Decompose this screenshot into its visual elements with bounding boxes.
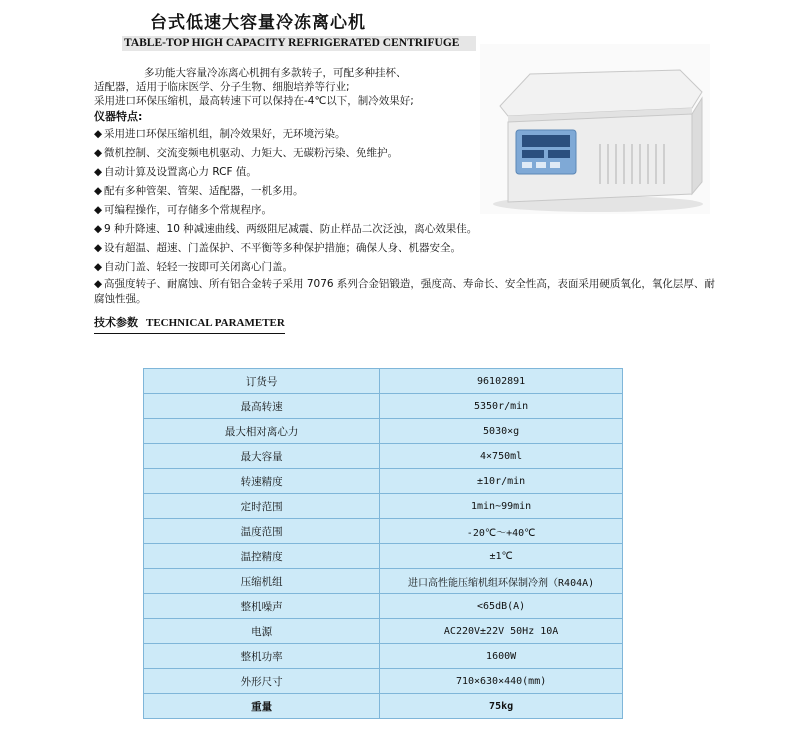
spec-label: 整机功率 — [144, 644, 380, 669]
spec-label: 最高转速 — [144, 394, 380, 419]
spec-label: 温控精度 — [144, 544, 380, 569]
table-row — [144, 394, 623, 419]
spec-label: 电源 — [144, 619, 380, 644]
spec-value: AC220V±22V 50Hz 10A — [380, 619, 623, 644]
spec-value: 1600W — [380, 644, 623, 669]
spec-label: 转速精度 — [144, 469, 380, 494]
spec-value: 5030×g — [380, 419, 623, 444]
bullet-icon: ◆ — [94, 278, 103, 290]
feature-item: ◆ 自动门盖、轻轻一按即可关闭离心门盖。 — [94, 258, 734, 277]
bullet-icon: ◆ — [94, 223, 103, 235]
spec-label: 外形尺寸 — [144, 669, 380, 694]
spec-label: 压缩机组 — [144, 569, 380, 594]
feature-item: ◆ 微机控制、交流变频电机驱动、力矩大、无碳粉污染、免维护。 — [94, 144, 734, 163]
feature-item: ◆ 配有多种管架、管架、适配器，一机多用。 — [94, 182, 734, 201]
table-row — [144, 494, 623, 519]
spec-label: 整机噪声 — [144, 594, 380, 619]
feature-item: ◆ 高强度转子、耐腐蚀、所有铝合金转子采用 7076 系列合金铝锻造，强度高、寿命长、安全性高，表面采用硬质氧化，氧化层厚、耐腐蚀性强。 — [94, 278, 715, 305]
table-row — [144, 519, 623, 544]
spec-label: 最大相对离心力 — [144, 419, 380, 444]
spec-value: 进口高性能压缩机组环保制冷剂（R404A) — [380, 569, 623, 594]
bullet-icon: ◆ — [94, 185, 103, 197]
table-row — [144, 669, 623, 694]
table-row — [144, 444, 623, 469]
bullet-icon: ◆ — [94, 242, 103, 254]
spec-label: 温度范围 — [144, 519, 380, 544]
feature-item: ◆ 自动计算及设置离心力 RCF 值。 — [94, 163, 734, 182]
params-heading — [94, 314, 285, 334]
intro-paragraph — [94, 66, 479, 108]
table-row — [144, 369, 623, 394]
spec-table — [143, 368, 623, 719]
spec-label: 重量 — [144, 694, 380, 719]
bullet-icon: ◆ — [94, 204, 103, 216]
table-row — [144, 469, 623, 494]
spec-value: 1min~99min — [380, 494, 623, 519]
params-heading-cn: 技术参数 — [94, 316, 138, 329]
spec-value: 75kg — [380, 694, 623, 719]
features-heading: 仪器特点: — [94, 110, 143, 123]
bullet-icon: ◆ — [94, 166, 103, 178]
feature-item: ◆ 可编程操作，可存储多个常规程序。 — [94, 201, 734, 220]
table-row — [144, 694, 623, 719]
spec-value: 710×630×440(mm) — [380, 669, 623, 694]
params-heading-en: TECHNICAL PARAMETER — [146, 317, 285, 329]
spec-value: <65dB(A) — [380, 594, 623, 619]
table-row — [144, 619, 623, 644]
spec-label: 最大容量 — [144, 444, 380, 469]
spec-label: 定时范围 — [144, 494, 380, 519]
spec-value: -20℃～+40℃ — [380, 519, 623, 544]
table-row — [144, 594, 623, 619]
spec-value: 4×750ml — [380, 444, 623, 469]
feature-item: ◆ 设有超温、超速、门盖保护、不平衡等多种保护措施；确保人身、机器安全。 — [94, 239, 734, 258]
centrifuge-product-image — [480, 44, 710, 214]
bullet-icon: ◆ — [94, 261, 103, 273]
intro-line: 多功能大容量冷冻离心机拥有多款转子，可配多种挂杯、 — [144, 67, 407, 79]
intro-line: 采用进口环保压缩机，最高转速下可以保持在-4℃以下，制冷效果好; — [94, 95, 414, 107]
feature-item: ◆ 采用进口环保压缩机组，制冷效果好，无环境污染。 — [94, 125, 734, 144]
intro-line: 适配器，适用于临床医学、分子生物、细胞培养等行业; — [94, 81, 350, 93]
page-title: 台式低速大容量冷冻离心机 — [150, 13, 366, 33]
bullet-icon: ◆ — [94, 128, 103, 140]
table-row — [144, 644, 623, 669]
page-subtitle-en: TABLE-TOP HIGH CAPACITY REFRIGERATED CENTRIFUGE — [122, 36, 476, 51]
table-row — [144, 569, 623, 594]
spec-value: ±10r/min — [380, 469, 623, 494]
spec-value: 5350r/min — [380, 394, 623, 419]
feature-item: ◆ 9 种升降速、10 种减速曲线、两级阻尼减震、防止样品二次泛浊，离心效果佳。 — [94, 220, 734, 239]
spec-label: 订货号 — [144, 369, 380, 394]
spec-value: 96102891 — [380, 369, 623, 394]
table-row — [144, 544, 623, 569]
bullet-icon: ◆ — [94, 147, 103, 159]
table-row — [144, 419, 623, 444]
spec-value: ±1℃ — [380, 544, 623, 569]
